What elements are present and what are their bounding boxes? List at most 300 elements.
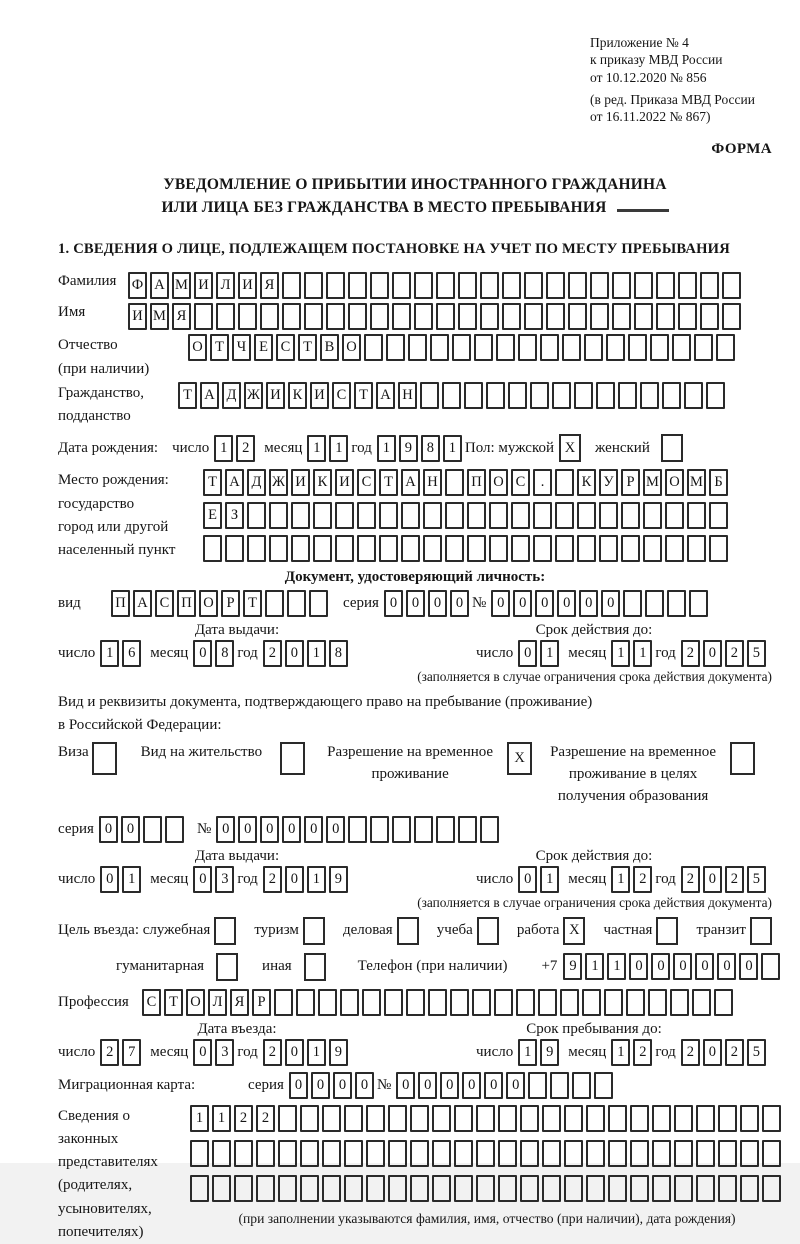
char-cell[interactable] bbox=[430, 334, 449, 361]
char-cell[interactable] bbox=[511, 502, 530, 529]
char-cell[interactable]: С bbox=[332, 382, 351, 409]
char-cell[interactable]: 2 bbox=[633, 866, 652, 893]
char-cell[interactable] bbox=[278, 1105, 297, 1132]
char-cell[interactable] bbox=[406, 989, 425, 1016]
char-cell[interactable]: Л bbox=[216, 272, 235, 299]
visa-checkbox[interactable] bbox=[92, 742, 117, 775]
char-cell[interactable]: 2 bbox=[263, 866, 282, 893]
char-cell[interactable] bbox=[432, 1175, 451, 1202]
char-cell[interactable] bbox=[511, 535, 530, 562]
char-cell[interactable]: Б bbox=[709, 469, 728, 496]
char-cell[interactable]: 0 bbox=[418, 1072, 437, 1099]
char-cell[interactable] bbox=[564, 1105, 583, 1132]
char-cell[interactable] bbox=[687, 535, 706, 562]
char-cell[interactable] bbox=[428, 989, 447, 1016]
char-cell[interactable] bbox=[216, 303, 235, 330]
char-cell[interactable]: 1 bbox=[607, 953, 626, 980]
sex-female-checkbox[interactable] bbox=[661, 434, 683, 462]
char-cell[interactable] bbox=[594, 1072, 613, 1099]
char-cell[interactable] bbox=[590, 303, 609, 330]
char-cell[interactable]: Я bbox=[230, 989, 249, 1016]
char-cell[interactable] bbox=[498, 1175, 517, 1202]
char-cell[interactable] bbox=[291, 535, 310, 562]
char-cell[interactable]: 0 bbox=[557, 590, 576, 617]
char-cell[interactable] bbox=[340, 989, 359, 1016]
char-cell[interactable] bbox=[709, 502, 728, 529]
purpose-business-checkbox[interactable] bbox=[397, 917, 419, 945]
char-cell[interactable] bbox=[467, 502, 486, 529]
char-cell[interactable]: Т bbox=[243, 590, 262, 617]
purpose-transit-checkbox[interactable] bbox=[750, 917, 772, 945]
char-cell[interactable] bbox=[370, 272, 389, 299]
char-cell[interactable]: 0 bbox=[601, 590, 620, 617]
char-cell[interactable] bbox=[348, 303, 367, 330]
char-cell[interactable] bbox=[634, 272, 653, 299]
char-cell[interactable] bbox=[645, 590, 664, 617]
char-cell[interactable] bbox=[410, 1175, 429, 1202]
char-cell[interactable] bbox=[143, 816, 162, 843]
char-cell[interactable] bbox=[450, 989, 469, 1016]
char-cell[interactable] bbox=[498, 1105, 517, 1132]
char-cell[interactable] bbox=[582, 989, 601, 1016]
char-cell[interactable] bbox=[586, 1140, 605, 1167]
char-cell[interactable]: Т bbox=[203, 469, 222, 496]
char-cell[interactable]: 1 bbox=[307, 1039, 326, 1066]
char-cell[interactable] bbox=[740, 1140, 759, 1167]
char-cell[interactable] bbox=[621, 535, 640, 562]
char-cell[interactable] bbox=[678, 272, 697, 299]
char-cell[interactable]: В bbox=[320, 334, 339, 361]
char-cell[interactable] bbox=[564, 1140, 583, 1167]
char-cell[interactable] bbox=[696, 1105, 715, 1132]
char-cell[interactable] bbox=[700, 272, 719, 299]
char-cell[interactable] bbox=[652, 1175, 671, 1202]
char-cell[interactable] bbox=[599, 502, 618, 529]
char-cell[interactable]: И bbox=[335, 469, 354, 496]
char-cell[interactable] bbox=[464, 382, 483, 409]
char-cell[interactable] bbox=[560, 989, 579, 1016]
char-cell[interactable] bbox=[190, 1175, 209, 1202]
char-cell[interactable] bbox=[348, 816, 367, 843]
char-cell[interactable] bbox=[540, 334, 559, 361]
char-cell[interactable] bbox=[665, 502, 684, 529]
char-cell[interactable]: 0 bbox=[285, 1039, 304, 1066]
char-cell[interactable] bbox=[533, 535, 552, 562]
char-cell[interactable] bbox=[722, 303, 741, 330]
char-cell[interactable] bbox=[442, 382, 461, 409]
char-cell[interactable]: Д bbox=[247, 469, 266, 496]
char-cell[interactable] bbox=[486, 382, 505, 409]
char-cell[interactable]: 0 bbox=[440, 1072, 459, 1099]
char-cell[interactable] bbox=[694, 334, 713, 361]
char-cell[interactable]: 1 bbox=[307, 435, 326, 462]
char-cell[interactable]: Н bbox=[398, 382, 417, 409]
char-cell[interactable]: М bbox=[150, 303, 169, 330]
char-cell[interactable] bbox=[282, 303, 301, 330]
residence-permit-checkbox[interactable] bbox=[280, 742, 305, 775]
char-cell[interactable]: А bbox=[376, 382, 395, 409]
char-cell[interactable] bbox=[265, 590, 284, 617]
char-cell[interactable] bbox=[628, 334, 647, 361]
purpose-other-checkbox[interactable] bbox=[304, 953, 326, 981]
char-cell[interactable] bbox=[716, 334, 735, 361]
char-cell[interactable] bbox=[546, 303, 565, 330]
char-cell[interactable] bbox=[574, 382, 593, 409]
char-cell[interactable] bbox=[608, 1140, 627, 1167]
char-cell[interactable] bbox=[498, 1140, 517, 1167]
char-cell[interactable] bbox=[740, 1175, 759, 1202]
char-cell[interactable]: 6 bbox=[122, 640, 141, 667]
char-cell[interactable]: 0 bbox=[285, 866, 304, 893]
char-cell[interactable] bbox=[674, 1105, 693, 1132]
char-cell[interactable] bbox=[370, 303, 389, 330]
char-cell[interactable]: 1 bbox=[307, 640, 326, 667]
char-cell[interactable]: И bbox=[238, 272, 257, 299]
char-cell[interactable] bbox=[740, 1105, 759, 1132]
char-cell[interactable]: 0 bbox=[289, 1072, 308, 1099]
char-cell[interactable]: 8 bbox=[329, 640, 348, 667]
char-cell[interactable]: 2 bbox=[725, 866, 744, 893]
char-cell[interactable] bbox=[606, 334, 625, 361]
char-cell[interactable]: 1 bbox=[212, 1105, 231, 1132]
char-cell[interactable]: 0 bbox=[428, 590, 447, 617]
char-cell[interactable] bbox=[190, 1140, 209, 1167]
char-cell[interactable]: 8 bbox=[421, 435, 440, 462]
char-cell[interactable] bbox=[618, 382, 637, 409]
char-cell[interactable] bbox=[458, 816, 477, 843]
char-cell[interactable]: 0 bbox=[462, 1072, 481, 1099]
char-cell[interactable] bbox=[586, 1105, 605, 1132]
char-cell[interactable]: П bbox=[111, 590, 130, 617]
char-cell[interactable]: Е bbox=[203, 502, 222, 529]
char-cell[interactable] bbox=[630, 1175, 649, 1202]
char-cell[interactable] bbox=[552, 382, 571, 409]
char-cell[interactable] bbox=[335, 535, 354, 562]
char-cell[interactable] bbox=[313, 535, 332, 562]
char-cell[interactable]: 2 bbox=[725, 640, 744, 667]
char-cell[interactable] bbox=[247, 502, 266, 529]
char-cell[interactable] bbox=[410, 1105, 429, 1132]
char-cell[interactable] bbox=[414, 272, 433, 299]
char-cell[interactable] bbox=[309, 590, 328, 617]
char-cell[interactable] bbox=[608, 1175, 627, 1202]
char-cell[interactable] bbox=[714, 989, 733, 1016]
purpose-work-checkbox[interactable]: X bbox=[563, 917, 585, 945]
char-cell[interactable]: 0 bbox=[282, 816, 301, 843]
char-cell[interactable]: И bbox=[266, 382, 285, 409]
char-cell[interactable]: У bbox=[599, 469, 618, 496]
char-cell[interactable] bbox=[287, 590, 306, 617]
char-cell[interactable] bbox=[678, 303, 697, 330]
char-cell[interactable] bbox=[467, 535, 486, 562]
char-cell[interactable]: 1 bbox=[214, 435, 233, 462]
char-cell[interactable]: Т bbox=[379, 469, 398, 496]
char-cell[interactable]: 0 bbox=[260, 816, 279, 843]
char-cell[interactable]: 2 bbox=[256, 1105, 275, 1132]
char-cell[interactable] bbox=[692, 989, 711, 1016]
char-cell[interactable]: 2 bbox=[234, 1105, 253, 1132]
char-cell[interactable]: О bbox=[489, 469, 508, 496]
purpose-official-checkbox[interactable] bbox=[214, 917, 236, 945]
char-cell[interactable] bbox=[335, 502, 354, 529]
char-cell[interactable] bbox=[648, 989, 667, 1016]
char-cell[interactable] bbox=[520, 1175, 539, 1202]
char-cell[interactable]: 0 bbox=[673, 953, 692, 980]
char-cell[interactable] bbox=[300, 1175, 319, 1202]
char-cell[interactable]: 0 bbox=[326, 816, 345, 843]
char-cell[interactable] bbox=[212, 1140, 231, 1167]
char-cell[interactable] bbox=[260, 303, 279, 330]
char-cell[interactable] bbox=[436, 816, 455, 843]
char-cell[interactable] bbox=[384, 989, 403, 1016]
sex-male-checkbox[interactable]: X bbox=[559, 434, 581, 462]
char-cell[interactable] bbox=[408, 334, 427, 361]
char-cell[interactable] bbox=[762, 1175, 781, 1202]
purpose-tourism-checkbox[interactable] bbox=[303, 917, 325, 945]
char-cell[interactable] bbox=[278, 1175, 297, 1202]
char-cell[interactable] bbox=[436, 272, 455, 299]
char-cell[interactable] bbox=[667, 590, 686, 617]
char-cell[interactable]: 8 bbox=[215, 640, 234, 667]
char-cell[interactable] bbox=[612, 272, 631, 299]
char-cell[interactable]: 1 bbox=[100, 640, 119, 667]
char-cell[interactable] bbox=[269, 502, 288, 529]
char-cell[interactable]: 0 bbox=[717, 953, 736, 980]
char-cell[interactable]: 9 bbox=[329, 1039, 348, 1066]
char-cell[interactable] bbox=[388, 1105, 407, 1132]
char-cell[interactable] bbox=[496, 334, 515, 361]
char-cell[interactable] bbox=[452, 334, 471, 361]
char-cell[interactable] bbox=[313, 502, 332, 529]
char-cell[interactable] bbox=[572, 1072, 591, 1099]
char-cell[interactable] bbox=[414, 303, 433, 330]
char-cell[interactable] bbox=[212, 1175, 231, 1202]
char-cell[interactable] bbox=[489, 535, 508, 562]
char-cell[interactable]: 1 bbox=[611, 866, 630, 893]
char-cell[interactable]: С bbox=[276, 334, 295, 361]
char-cell[interactable] bbox=[458, 303, 477, 330]
char-cell[interactable]: 2 bbox=[725, 1039, 744, 1066]
char-cell[interactable] bbox=[520, 1140, 539, 1167]
char-cell[interactable] bbox=[643, 502, 662, 529]
char-cell[interactable]: И bbox=[194, 272, 213, 299]
char-cell[interactable]: С bbox=[357, 469, 376, 496]
char-cell[interactable] bbox=[238, 303, 257, 330]
char-cell[interactable]: 0 bbox=[384, 590, 403, 617]
char-cell[interactable] bbox=[474, 334, 493, 361]
char-cell[interactable] bbox=[454, 1175, 473, 1202]
char-cell[interactable] bbox=[689, 590, 708, 617]
char-cell[interactable]: 5 bbox=[747, 866, 766, 893]
char-cell[interactable] bbox=[489, 502, 508, 529]
char-cell[interactable] bbox=[568, 303, 587, 330]
char-cell[interactable]: 2 bbox=[681, 1039, 700, 1066]
char-cell[interactable]: 0 bbox=[518, 640, 537, 667]
char-cell[interactable] bbox=[518, 334, 537, 361]
char-cell[interactable] bbox=[722, 272, 741, 299]
char-cell[interactable] bbox=[344, 1105, 363, 1132]
char-cell[interactable]: 5 bbox=[747, 1039, 766, 1066]
char-cell[interactable] bbox=[420, 382, 439, 409]
char-cell[interactable] bbox=[480, 272, 499, 299]
char-cell[interactable] bbox=[718, 1105, 737, 1132]
char-cell[interactable]: А bbox=[150, 272, 169, 299]
char-cell[interactable]: Т bbox=[178, 382, 197, 409]
char-cell[interactable]: М bbox=[172, 272, 191, 299]
char-cell[interactable] bbox=[684, 382, 703, 409]
char-cell[interactable] bbox=[256, 1140, 275, 1167]
char-cell[interactable]: 0 bbox=[333, 1072, 352, 1099]
char-cell[interactable] bbox=[626, 989, 645, 1016]
char-cell[interactable]: 1 bbox=[611, 1039, 630, 1066]
char-cell[interactable] bbox=[326, 303, 345, 330]
char-cell[interactable] bbox=[454, 1140, 473, 1167]
char-cell[interactable]: С bbox=[142, 989, 161, 1016]
char-cell[interactable] bbox=[291, 502, 310, 529]
char-cell[interactable]: Ж bbox=[269, 469, 288, 496]
char-cell[interactable] bbox=[322, 1105, 341, 1132]
char-cell[interactable]: Я bbox=[172, 303, 191, 330]
char-cell[interactable] bbox=[432, 1140, 451, 1167]
char-cell[interactable]: 1 bbox=[611, 640, 630, 667]
char-cell[interactable]: 0 bbox=[311, 1072, 330, 1099]
char-cell[interactable]: 0 bbox=[484, 1072, 503, 1099]
char-cell[interactable] bbox=[423, 502, 442, 529]
char-cell[interactable]: 2 bbox=[681, 866, 700, 893]
char-cell[interactable]: 0 bbox=[518, 866, 537, 893]
char-cell[interactable] bbox=[650, 334, 669, 361]
char-cell[interactable]: О bbox=[199, 590, 218, 617]
char-cell[interactable]: Л bbox=[208, 989, 227, 1016]
char-cell[interactable] bbox=[370, 816, 389, 843]
char-cell[interactable]: 2 bbox=[236, 435, 255, 462]
char-cell[interactable] bbox=[476, 1105, 495, 1132]
char-cell[interactable] bbox=[494, 989, 513, 1016]
char-cell[interactable]: Т bbox=[298, 334, 317, 361]
char-cell[interactable] bbox=[696, 1140, 715, 1167]
char-cell[interactable] bbox=[550, 1072, 569, 1099]
char-cell[interactable]: Т bbox=[210, 334, 229, 361]
char-cell[interactable] bbox=[304, 303, 323, 330]
char-cell[interactable]: . bbox=[533, 469, 552, 496]
char-cell[interactable] bbox=[508, 382, 527, 409]
char-cell[interactable] bbox=[344, 1140, 363, 1167]
char-cell[interactable]: О bbox=[186, 989, 205, 1016]
char-cell[interactable]: К bbox=[313, 469, 332, 496]
char-cell[interactable]: 9 bbox=[399, 435, 418, 462]
char-cell[interactable]: 0 bbox=[355, 1072, 374, 1099]
char-cell[interactable]: 1 bbox=[518, 1039, 537, 1066]
char-cell[interactable]: 1 bbox=[585, 953, 604, 980]
char-cell[interactable]: П bbox=[467, 469, 486, 496]
char-cell[interactable] bbox=[348, 272, 367, 299]
char-cell[interactable] bbox=[524, 303, 543, 330]
char-cell[interactable]: 5 bbox=[747, 640, 766, 667]
purpose-private-checkbox[interactable] bbox=[656, 917, 678, 945]
char-cell[interactable]: 0 bbox=[703, 866, 722, 893]
char-cell[interactable]: 0 bbox=[703, 640, 722, 667]
char-cell[interactable]: 1 bbox=[633, 640, 652, 667]
char-cell[interactable]: 1 bbox=[307, 866, 326, 893]
char-cell[interactable]: 2 bbox=[681, 640, 700, 667]
char-cell[interactable]: 1 bbox=[329, 435, 348, 462]
char-cell[interactable] bbox=[234, 1175, 253, 1202]
char-cell[interactable]: 2 bbox=[633, 1039, 652, 1066]
char-cell[interactable] bbox=[674, 1140, 693, 1167]
char-cell[interactable] bbox=[542, 1105, 561, 1132]
char-cell[interactable] bbox=[656, 303, 675, 330]
char-cell[interactable] bbox=[278, 1140, 297, 1167]
char-cell[interactable]: И bbox=[291, 469, 310, 496]
char-cell[interactable] bbox=[630, 1105, 649, 1132]
char-cell[interactable] bbox=[706, 382, 725, 409]
char-cell[interactable] bbox=[388, 1140, 407, 1167]
char-cell[interactable]: 9 bbox=[329, 866, 348, 893]
char-cell[interactable] bbox=[388, 1175, 407, 1202]
char-cell[interactable]: 0 bbox=[739, 953, 758, 980]
char-cell[interactable] bbox=[445, 502, 464, 529]
char-cell[interactable] bbox=[432, 1105, 451, 1132]
char-cell[interactable] bbox=[282, 272, 301, 299]
char-cell[interactable]: 1 bbox=[540, 866, 559, 893]
char-cell[interactable] bbox=[401, 535, 420, 562]
char-cell[interactable] bbox=[530, 382, 549, 409]
char-cell[interactable] bbox=[379, 502, 398, 529]
char-cell[interactable] bbox=[577, 502, 596, 529]
char-cell[interactable] bbox=[608, 1105, 627, 1132]
char-cell[interactable] bbox=[445, 469, 464, 496]
char-cell[interactable]: 0 bbox=[99, 816, 118, 843]
char-cell[interactable]: Д bbox=[222, 382, 241, 409]
char-cell[interactable] bbox=[304, 272, 323, 299]
char-cell[interactable]: Р bbox=[252, 989, 271, 1016]
char-cell[interactable] bbox=[247, 535, 266, 562]
char-cell[interactable]: 2 bbox=[100, 1039, 119, 1066]
char-cell[interactable] bbox=[709, 535, 728, 562]
char-cell[interactable]: 1 bbox=[377, 435, 396, 462]
char-cell[interactable]: С bbox=[511, 469, 530, 496]
char-cell[interactable] bbox=[612, 303, 631, 330]
char-cell[interactable] bbox=[555, 502, 574, 529]
char-cell[interactable]: 0 bbox=[216, 816, 235, 843]
char-cell[interactable] bbox=[454, 1105, 473, 1132]
char-cell[interactable] bbox=[590, 272, 609, 299]
char-cell[interactable]: А bbox=[133, 590, 152, 617]
char-cell[interactable] bbox=[546, 272, 565, 299]
char-cell[interactable] bbox=[516, 989, 535, 1016]
char-cell[interactable] bbox=[718, 1175, 737, 1202]
char-cell[interactable] bbox=[656, 272, 675, 299]
char-cell[interactable] bbox=[528, 1072, 547, 1099]
char-cell[interactable] bbox=[344, 1175, 363, 1202]
char-cell[interactable]: 0 bbox=[513, 590, 532, 617]
char-cell[interactable] bbox=[458, 272, 477, 299]
char-cell[interactable] bbox=[621, 502, 640, 529]
char-cell[interactable]: 0 bbox=[193, 1039, 212, 1066]
char-cell[interactable] bbox=[630, 1140, 649, 1167]
char-cell[interactable] bbox=[502, 303, 521, 330]
char-cell[interactable] bbox=[318, 989, 337, 1016]
char-cell[interactable] bbox=[256, 1175, 275, 1202]
char-cell[interactable] bbox=[538, 989, 557, 1016]
char-cell[interactable] bbox=[623, 590, 642, 617]
char-cell[interactable] bbox=[274, 989, 293, 1016]
char-cell[interactable] bbox=[300, 1105, 319, 1132]
char-cell[interactable] bbox=[542, 1140, 561, 1167]
char-cell[interactable] bbox=[326, 272, 345, 299]
char-cell[interactable]: О bbox=[665, 469, 684, 496]
char-cell[interactable] bbox=[300, 1140, 319, 1167]
